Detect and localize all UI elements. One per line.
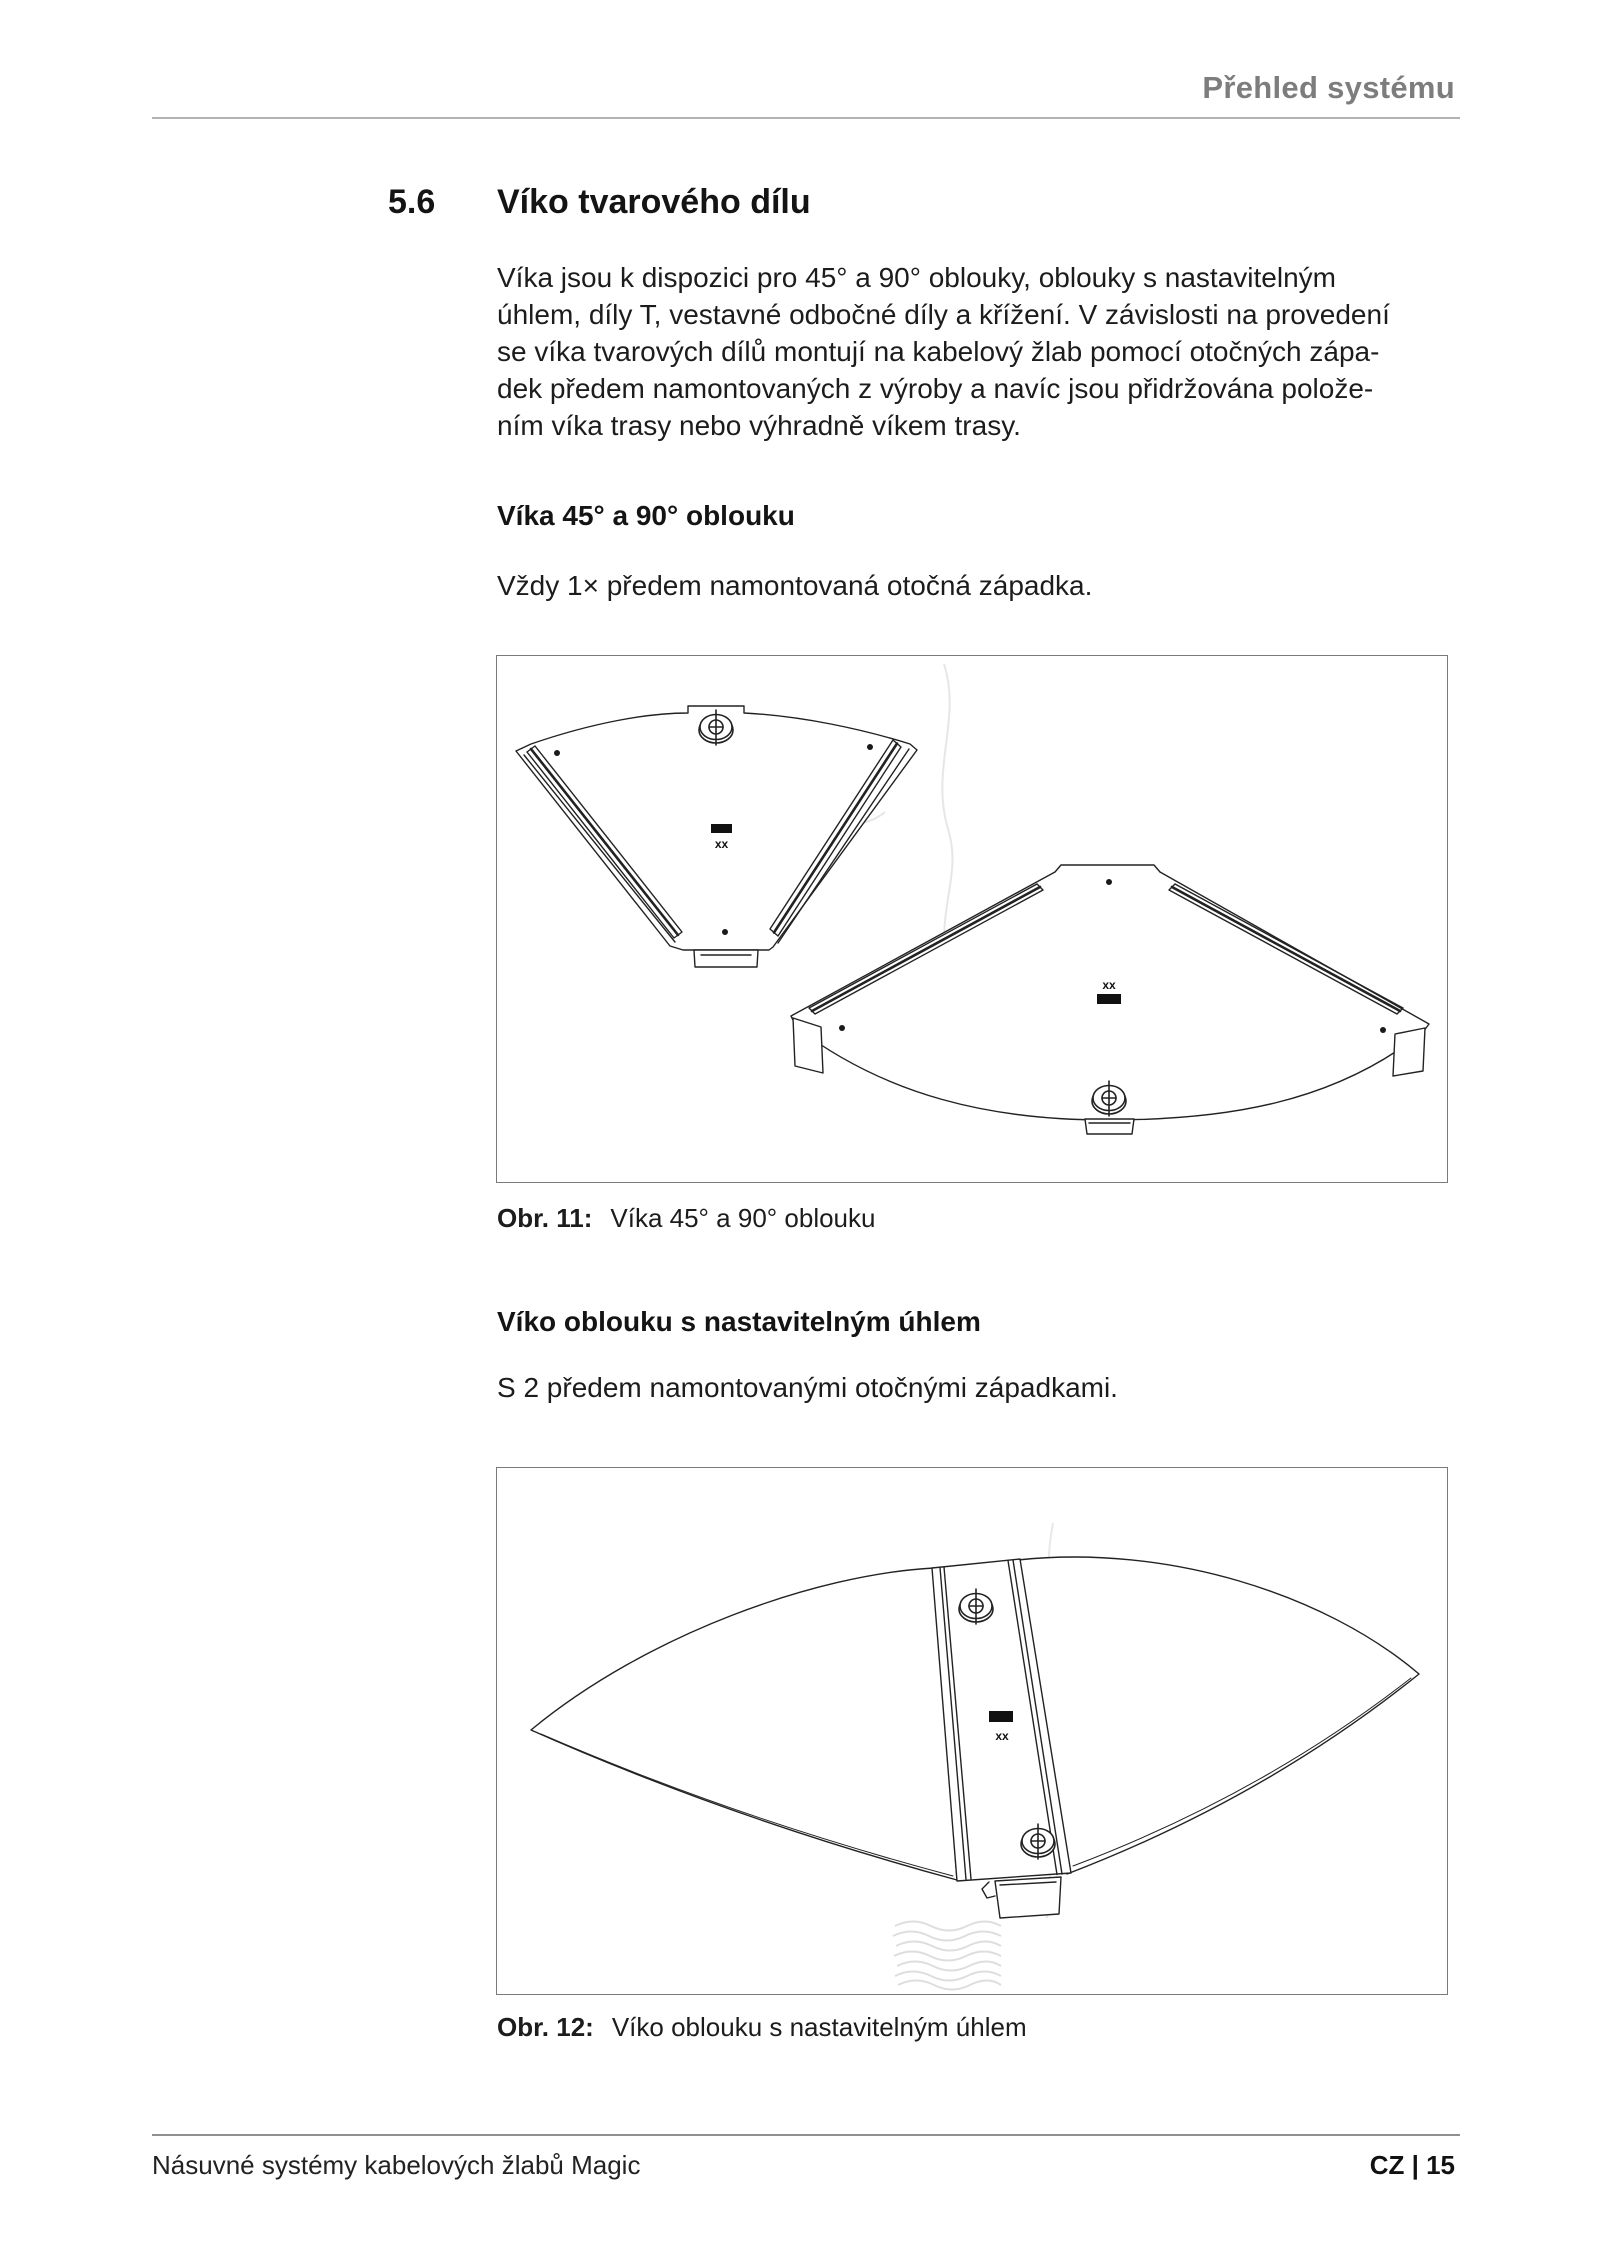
figure-12-caption: [497, 2012, 1027, 2043]
figure-caption-label: Obr. 11:: [497, 1203, 593, 1233]
scan-ghost-coil: [893, 1922, 1001, 1990]
section-title: Víko tvarového dílu: [497, 183, 811, 221]
figure-caption-text: Víko oblouku s nastavitelným úhlem: [611, 2012, 1027, 2042]
technical-drawing-adjustable-cover: [497, 1468, 1446, 1993]
paragraph-line: Víka jsou k dispozici pro 45° a 90° oblouky, oblouky s nastavitelným: [497, 262, 1336, 293]
footer-page-number: CZ | 15: [1369, 2150, 1455, 2180]
figure-12-frame: [496, 1467, 1448, 1995]
technical-drawing-45-90-covers: [497, 656, 1446, 1181]
paragraph-line: dek předem namontovaných z výroby a navíc jsou přidržována polože-: [497, 373, 1374, 404]
cover-90-degree-drawing: [791, 865, 1429, 1134]
cover-45-degree-drawing: [516, 706, 917, 967]
subsection-heading-45-90: Víka 45° a 90° oblouku: [497, 500, 795, 531]
subsection-heading-adjustable: Víko oblouku s nastavitelným úhlem: [497, 1306, 981, 1337]
footer-rule: [152, 2134, 1460, 2136]
paragraph-line: ním víka trasy nebo výhradně víkem trasy.: [497, 410, 1021, 441]
subsection-body-45-90: Vždy 1× předem namontovaná otočná západka.: [497, 570, 1093, 601]
subsection-body-adjustable: S 2 předem namontovanými otočnými západkami.: [497, 1372, 1118, 1403]
figure-11-frame: [496, 655, 1448, 1183]
figure-11-caption: [497, 1203, 875, 1234]
running-header: Přehled systému: [1202, 70, 1455, 105]
figure-caption-label: Obr. 12:: [497, 2012, 594, 2042]
section-number: 5.6: [388, 183, 436, 221]
footer-document-title: Násuvné systémy kabelových žlabů Magic: [152, 2150, 641, 2180]
part-label-text: xx: [714, 837, 729, 851]
part-label-text: xx: [1102, 978, 1116, 992]
intro-paragraph: [497, 259, 1457, 444]
header-rule: [152, 117, 1460, 119]
paragraph-line: úhlem, díly T, vestavné odbočné díly a křížení. V závislosti na provedení: [497, 299, 1390, 330]
paragraph-line: se víka tvarových dílů montují na kabelový žlab pomocí otočných zápa-: [497, 336, 1380, 367]
figure-caption-text: Víka 45° a 90° oblouku: [610, 1203, 876, 1233]
cover-adjustable-angle-drawing: [531, 1557, 1419, 1918]
part-label-text: xx: [995, 1729, 1009, 1743]
